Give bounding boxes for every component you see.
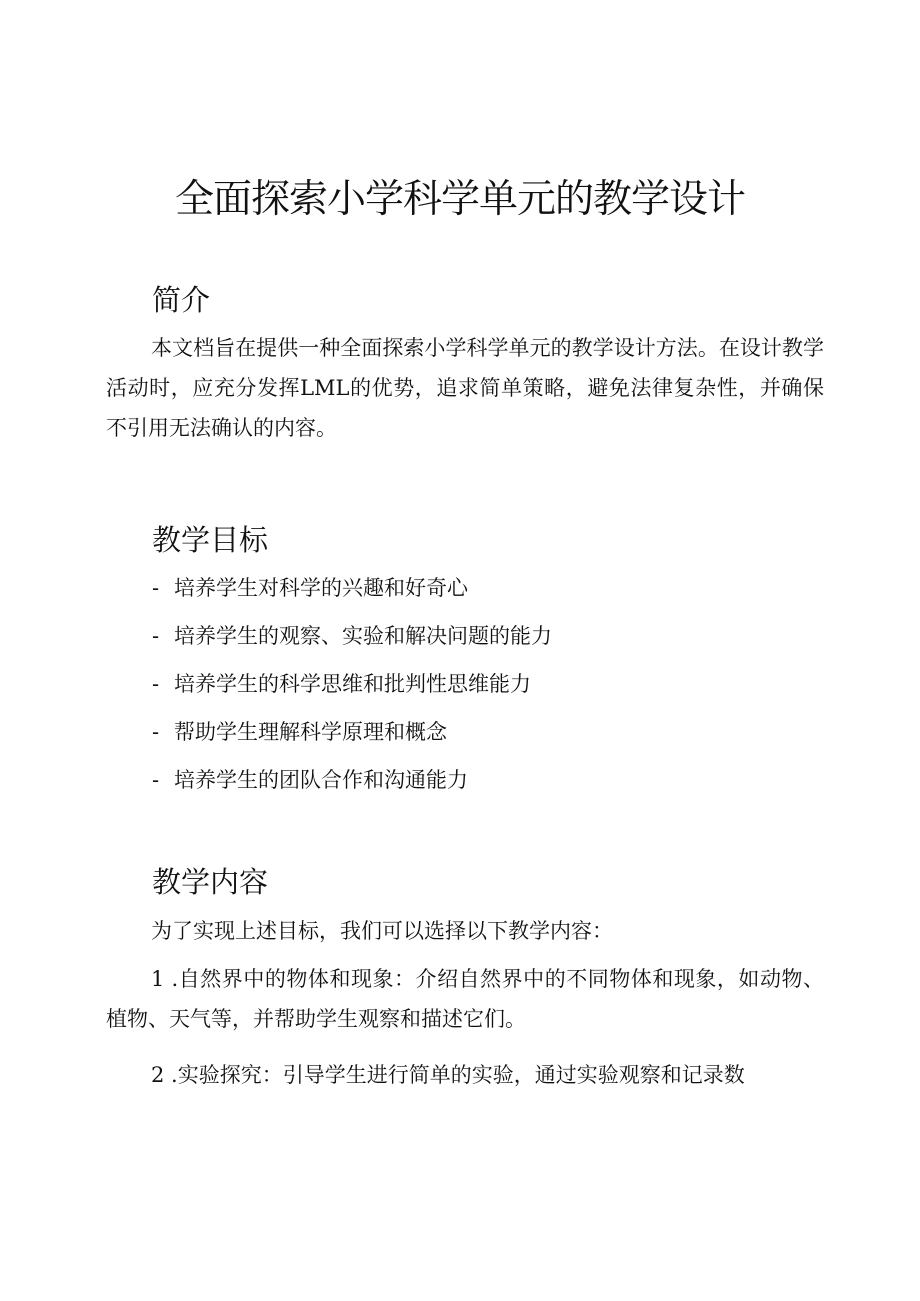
objective-text: 培养学生的观察、实验和解决问题的能力 [174,624,552,648]
objective-item [152,668,531,700]
content-lead: 为了实现上述目标，我们可以选择以下教学内容： [151,919,613,943]
bullet-marker: - [152,720,160,744]
bullet-marker: - [152,768,160,792]
bullet-marker: - [152,576,160,600]
objective-text: 培养学生的团队合作和沟通能力 [174,768,468,792]
intro-paragraph: 本文档旨在提供一种全面探索小学科学单元的教学设计方法。在设计教学活动时，应充分发挥LML的优势，追求简单策略，避免法律复杂性，并确保不引用无法确认的内容。 [106,336,824,440]
objective-item [152,620,552,652]
bullet-marker: - [152,624,160,648]
content-item-2: 2 .实验探究：引导学生进行简单的实验，通过实验观察和记录数 [151,1063,745,1087]
section-heading-objectives: 教学目标 [152,523,269,557]
section-heading-intro: 简介 [152,283,211,317]
objective-text: 培养学生对科学的兴趣和好奇心 [174,576,468,600]
section-heading-content: 教学内容 [152,865,269,899]
bullet-marker: - [152,672,160,696]
objective-item [152,716,447,748]
objective-text: 培养学生的科学思维和批判性思维能力 [174,672,531,696]
content-item-1: 1 .自然界中的物体和现象：介绍自然界中的不同物体和现象，如动物、植物、天气等，并帮助学生观察和描述它们。 [106,967,824,1031]
document-title: 全面探索小学科学单元的教学设计 [174,177,745,222]
objective-item [152,764,468,796]
objective-text: 帮助学生理解科学原理和概念 [174,720,447,744]
objective-item [152,572,468,604]
